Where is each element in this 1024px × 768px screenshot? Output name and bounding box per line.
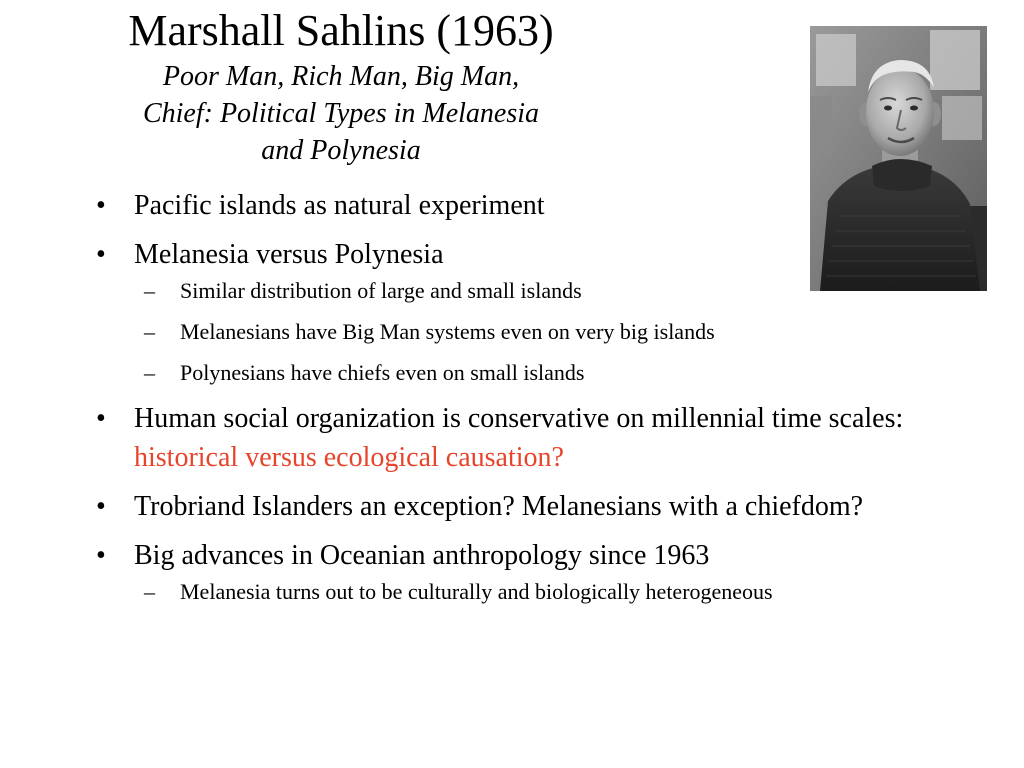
title-block bbox=[60, 6, 622, 169]
sub-bullet-text: Similar distribution of large and small islands bbox=[180, 278, 582, 303]
subtitle-line: Chief: Political Types in Melanesia bbox=[142, 98, 540, 129]
bullet-marker: • bbox=[96, 403, 106, 434]
bullet-text: Pacific islands as natural experiment bbox=[134, 190, 545, 221]
sub-bullet-item bbox=[96, 358, 976, 388]
sub-bullet-item bbox=[96, 577, 976, 607]
sub-bullet-item bbox=[96, 317, 976, 347]
bullet-marker: • bbox=[96, 540, 106, 571]
bullet-item bbox=[96, 235, 976, 274]
sub-bullet-marker: – bbox=[144, 360, 155, 385]
bullet-text: Melanesia versus Polynesia bbox=[134, 239, 444, 270]
bullet-list bbox=[96, 186, 976, 607]
slide-title: Marshall Sahlins (1963) bbox=[128, 6, 554, 55]
bullet-text: Trobriand Islanders an exception? Melanesians with a chiefdom? bbox=[134, 491, 864, 522]
sub-bullet-marker: – bbox=[144, 579, 155, 604]
bullet-text: Human social organization is conservative on millennial time scales: bbox=[134, 403, 904, 434]
sub-bullet-marker: – bbox=[144, 319, 155, 344]
bullet-item bbox=[96, 487, 976, 526]
slide-subtitle bbox=[60, 58, 622, 169]
sub-bullet-text: Melanesians have Big Man systems even on very big islands bbox=[180, 319, 715, 344]
bullet-item bbox=[96, 399, 976, 477]
sub-bullet-item bbox=[96, 276, 976, 306]
sub-bullet-marker: – bbox=[144, 278, 155, 303]
bullet-marker: • bbox=[96, 239, 106, 270]
bullet-text: Big advances in Oceanian anthropology since 1963 bbox=[134, 540, 710, 571]
sub-bullet-text: Polynesians have chiefs even on small islands bbox=[180, 360, 585, 385]
highlighted-question: historical versus ecological causation? bbox=[134, 442, 564, 473]
subtitle-line: Poor Man, Rich Man, Big Man, bbox=[162, 61, 520, 92]
bullet-marker: • bbox=[96, 190, 106, 221]
bullet-item bbox=[96, 186, 976, 225]
bullet-item bbox=[96, 536, 976, 575]
bullet-marker: • bbox=[96, 491, 106, 522]
sub-bullet-text: Melanesia turns out to be culturally and biologically heterogeneous bbox=[180, 579, 773, 604]
subtitle-line: and Polynesia bbox=[261, 135, 421, 166]
